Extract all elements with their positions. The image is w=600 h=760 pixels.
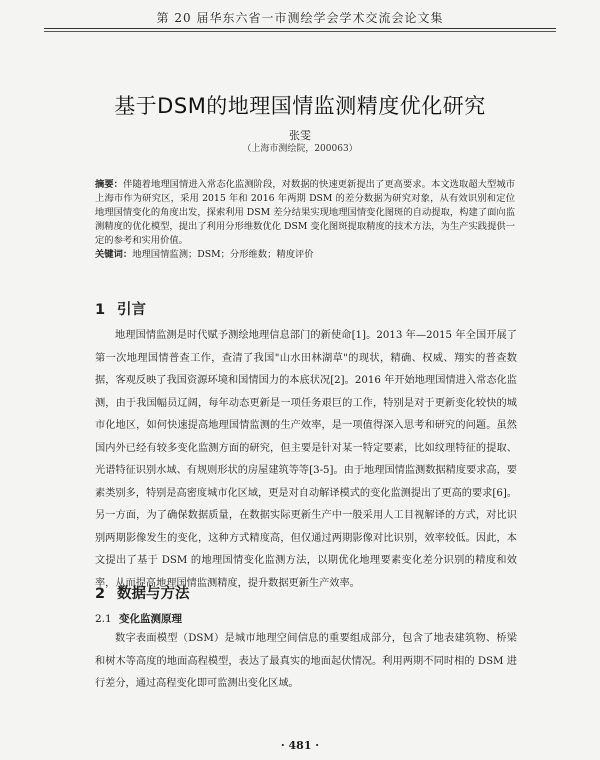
section-heading-1 (95, 298, 146, 319)
section-title: 数据与方法 (117, 586, 190, 602)
keywords-text: 地理国情监测；DSM；分形维数；精度评价 (132, 249, 314, 260)
keywords-label: 关键词： (95, 249, 133, 260)
header-rule-thick (44, 28, 556, 29)
page-number: · 481 · (280, 739, 320, 752)
section-number: 1 (95, 302, 106, 318)
paper-title: 基于DSM的地理国情监测精度优化研究 (114, 94, 486, 118)
affiliation: （上海市测绘院，200063） (242, 144, 358, 154)
keywords (95, 248, 515, 262)
section-number: 2 (95, 586, 106, 602)
running-header: 第 20 届华东六省一市测绘学会学术交流会论文集 (156, 11, 444, 25)
section-heading-2 (95, 582, 190, 603)
abstract-text: 伴随着地理国情进入常态化监测阶段，对数据的快速更新提出了更高要求。本文选取超大型城市上海市作为研究区，采用 2015 年和 2016 年两期 DSM 的差分数据为研究对象，从有效识别和定位地理国情变化的角度出发，探索利用 DSM 差分结果实现地理国情变化图斑的自动提取，构建了面向监测精度的优化模型，提出了利用分形维数优化 DSM 变化图斑提取精度的技术方法，为生产实践提供一定的参考和实用价值。 (95, 179, 515, 246)
body-paragraph: 地理国情监测是时代赋予测绘地理信息部门的新使命[1]。2013 年—2015 年全国开展了第一次地理国情普查工作，查清了我国"山水田林湖草"的现状，精确、权威、翔实的普查数据，客观反映了我国资源环境和国情国力的本底状况[2]。2016 年开始地理国情进入常态化监测，由于我国幅员辽阔，每年动态更新是一项任务艰巨的工作，特别是对于更新变化较快的城市化地区，如何快速提高地理国情监测的生产效率，是一项值得深入思考和研究的问题。虽然国内外已经有较多变化监测方面的研究，但主要是针对某一特定要素，比如纹理特征的提取、光谱特征识别水域、有规则形状的房屋建筑等等[3-5]。由于地理国情监测数据精度要求高，要素类别多，特别是高密度城市化区域，更是对自动解译模式的变化监测提出了更高的要求[6]。另一方面，为了确保数据质量，在数据实际更新生产中一般采用人工目视解译的方式，对比识别两期影像发生的变化，这种方式精度高，但仅通过两期影像对比识别，效率较低。因此，本文提出了基于 DSM 的地理国情变化监测方法，以期优化地理要素变化差分识别的精度和效率，从而提高地理国情监测精度，提升数据更新生产效率。 (95, 330, 517, 589)
abstract (95, 178, 515, 248)
author: 张雯 (289, 129, 311, 142)
abstract-label: 摘要： (95, 179, 124, 190)
subsection-heading-2-1 (95, 611, 182, 626)
section-title: 引言 (117, 302, 146, 318)
body-paragraph: 数字表面模型（DSM）是城市地理空间信息的重要组成部分，包含了地表建筑物、桥梁和树木等高度的地面高程模型，表达了最真实的地面起伏情况。利用两期不同时相的 DSM 进行差分，通过高程变化即可监测出变化区域。 (95, 633, 517, 689)
subsection-title: 变化监测原理 (119, 613, 182, 625)
subsection-number: 2.1 (95, 613, 112, 625)
header-rule-thin (44, 31, 556, 32)
